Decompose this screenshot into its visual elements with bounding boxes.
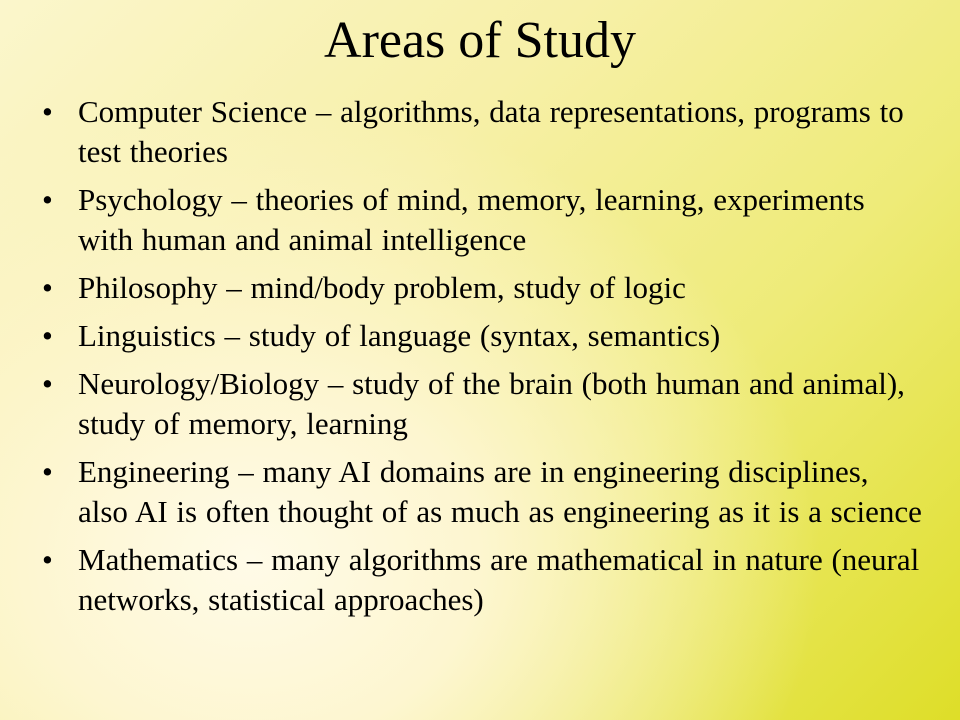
bullet-item-computer-science: [42, 92, 922, 172]
bullet-icon: •: [42, 454, 53, 489]
bullet-item-philosophy: [42, 268, 922, 308]
bullet-item-linguistics: [42, 316, 922, 356]
bullet-text: Philosophy – mind/body problem, study of logic: [78, 270, 686, 305]
bullet-text: Engineering – many AI domains are in engineering disciplines, also AI is often thought of as much as engineering as it is a science: [78, 454, 922, 529]
bullet-item-mathematics: [42, 540, 922, 620]
bullet-item-neurology-biology: [42, 364, 922, 444]
bullet-item-psychology: [42, 180, 922, 260]
bullet-icon: •: [42, 182, 53, 217]
slide-title: Areas of Study: [324, 12, 636, 69]
bullet-icon: •: [42, 318, 53, 353]
bullet-icon: •: [42, 270, 53, 305]
bullet-icon: •: [42, 366, 53, 401]
bullet-text: Mathematics – many algorithms are mathematical in nature (neural networks, statistical approaches): [78, 542, 920, 617]
bullet-text: Computer Science – algorithms, data representations, programs to test theories: [78, 94, 904, 169]
bullet-list: [42, 92, 922, 628]
bullet-icon: •: [42, 542, 53, 577]
bullet-text: Neurology/Biology – study of the brain (both human and animal), study of memory, learning: [78, 366, 905, 441]
bullet-icon: •: [42, 94, 53, 129]
bullet-text: Linguistics – study of language (syntax, semantics): [78, 318, 721, 353]
bullet-text: Psychology – theories of mind, memory, learning, experiments with human and animal intelligence: [78, 182, 865, 257]
bullet-item-engineering: [42, 452, 922, 532]
